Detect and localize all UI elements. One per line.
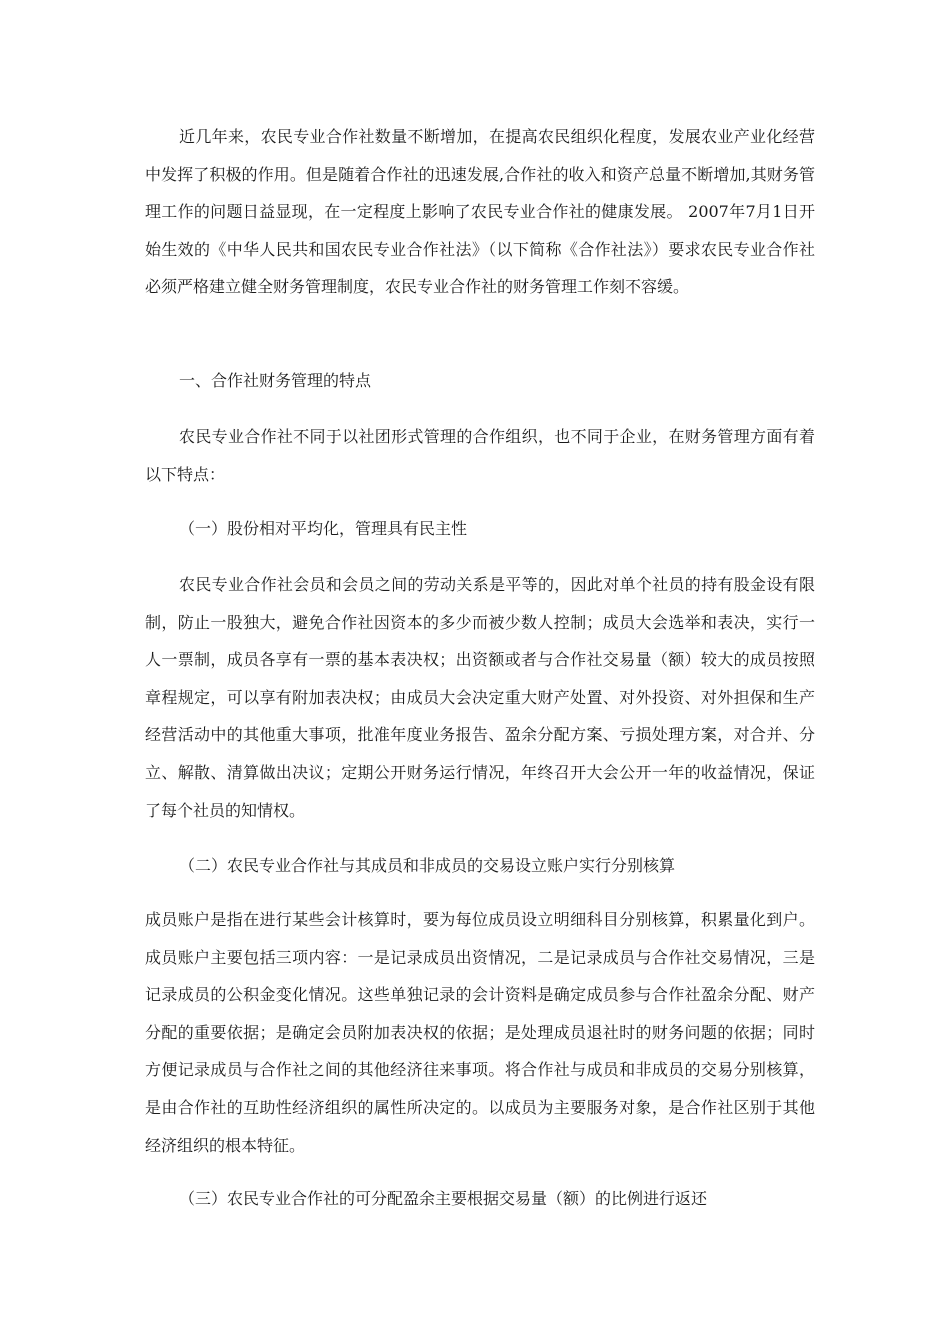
section-1-intro: 农民专业合作社不同于以社团形式管理的合作组织，也不同于企业，在财务管理方面有着以下特点：	[145, 427, 815, 484]
subsection-3-heading: （三）农民专业合作社的可分配盈余主要根据交易量（额）的比例进行返还	[179, 1189, 708, 1208]
intro-paragraph: 近几年来，农民专业合作社数量不断增加，在提高农民组织化程度，发展农业产业化经营中发挥了积极的作用。但是随着合作社的迅速发展,合作社的收入和资产总量不断增加,其财务管理工作的问题日益显现，在一定程度上影响了农民专业合作社的健康发展。 2007年7月1日开始生效的《中华人民共和国农民专业合作社法》（以下简称《合作社法》）要求农民专业合作社必须严格建立健全财务管理制度，农民专业合作社的财务管理工作刻不容缓。	[145, 127, 815, 297]
subsection-2-heading: （二）农民专业合作社与其成员和非成员的交易设立账户实行分别核算	[179, 856, 676, 875]
subsection-2-body: 成员账户是指在进行某些会计核算时，要为每位成员设立明细科目分别核算，积累量化到户。成员账户主要包括三项内容：一是记录成员出资情况，二是记录成员与合作社交易情况，三是记录成员的公积金变化情况。这些单独记录的会计资料是确定成员参与合作社盈余分配、财产分配的重要依据；是确定会员附加表决权的依据；是处理成员退社时的财务问题的依据；同时方便记录成员与合作社之间的其他经济往来事项。将合作社与成员和非成员的交易分别核算，是由合作社的互助性经济组织的属性所决定的。以成员为主要服务对象，是合作社区别于其他经济组织的根本特征。	[145, 910, 815, 1155]
subsection-1-body: 农民专业合作社会员和会员之间的劳动关系是平等的，因此对单个社员的持有股金设有限制，防止一股独大，避免合作社因资本的多少而被少数人控制；成员大会选举和表决，实行一人一票制，成员各享有一票的基本表决权；出资额或者与合作社交易量（额）较大的成员按照章程规定，可以享有附加表决权；由成员大会决定重大财产处置、对外投资、对外担保和生产经营活动中的其他重大事项，批准年度业务报告、盈余分配方案、亏损处理方案，对合并、分立、解散、清算做出决议；定期公开财务运行情况，年终召开大会公开一年的收益情况，保证了每个社员的知情权。	[145, 575, 815, 820]
subsection-1-heading: （一）股份相对平均化，管理具有民主性	[179, 519, 468, 538]
section-1-heading: 一、合作社财务管理的特点	[179, 371, 372, 390]
